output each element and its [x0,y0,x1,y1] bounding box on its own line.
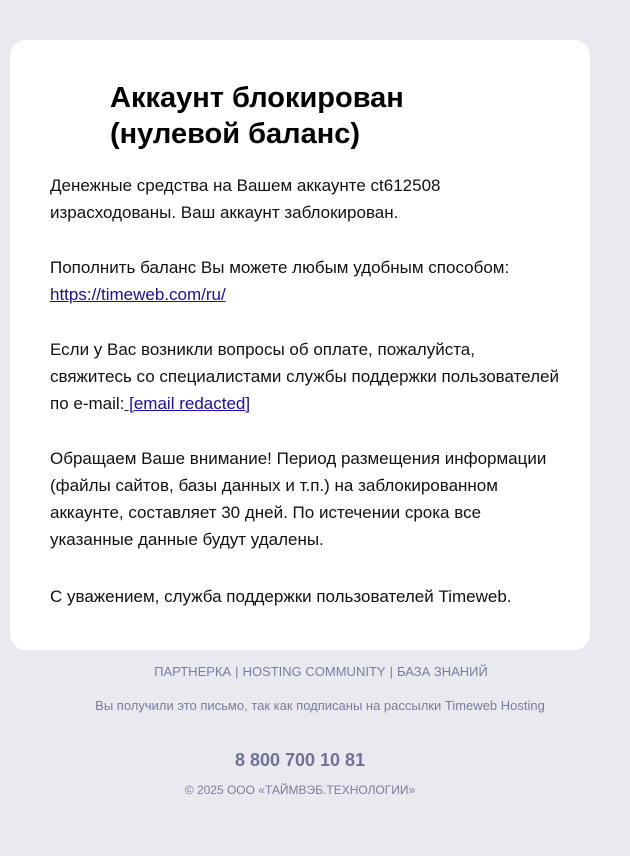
footer-separator: | [389,664,393,679]
subscription-note: Вы получили это письмо, так как подписаны на рассылки Timeweb Hosting [95,698,545,713]
footer-link-knowledge-base[interactable]: БАЗА ЗНАНИЙ [396,664,488,679]
title-line-1: Аккаунт блокирован [110,82,404,114]
timeweb-link[interactable]: https://timeweb.com/ru/ [50,285,226,304]
page-title [110,80,510,152]
support-email-link[interactable]: [email redacted] [124,394,251,413]
signature: С уважением, служба поддержки пользователей Timeweb. [50,587,512,606]
email-card [10,40,590,650]
top-up-text: Пополнить баланс Вы можете любым удобным способом: [50,258,510,277]
paragraph-funds-spent: Денежные средства на Вашем аккаунте ct612508 израсходованы. Ваш аккаунт заблокирован. [50,176,441,222]
footer-nav [0,664,630,679]
copyright: © 2025 ООО «ТАЙМВЭБ.ТЕХНОЛОГИИ» [184,783,416,797]
footer-link-partnerka[interactable]: ПАРТНЕРКА [154,664,232,679]
paragraph-top-up [50,254,560,308]
title-line-2: (нулевой баланс) [110,118,361,150]
message-body [50,172,560,610]
paragraph-warning: Обращаем Ваше внимание! Период размещения информации (файлы сайтов, базы данных и т.п.) на заблокированном аккаунте, составляет 30 дней. По истечении срока все указанные данные будут удалены. [50,449,547,549]
paragraph-support [50,336,560,417]
footer-link-hosting-community[interactable]: HOSTING COMMUNITY [242,664,386,679]
support-text: Если у Вас возникли вопросы об оплате, пожалуйста, свяжитесь со специалистами службы поддержки пользователей по e-mail: [50,340,559,413]
footer-separator: | [235,664,239,679]
support-phone: 8 800 700 10 81 [234,750,366,770]
